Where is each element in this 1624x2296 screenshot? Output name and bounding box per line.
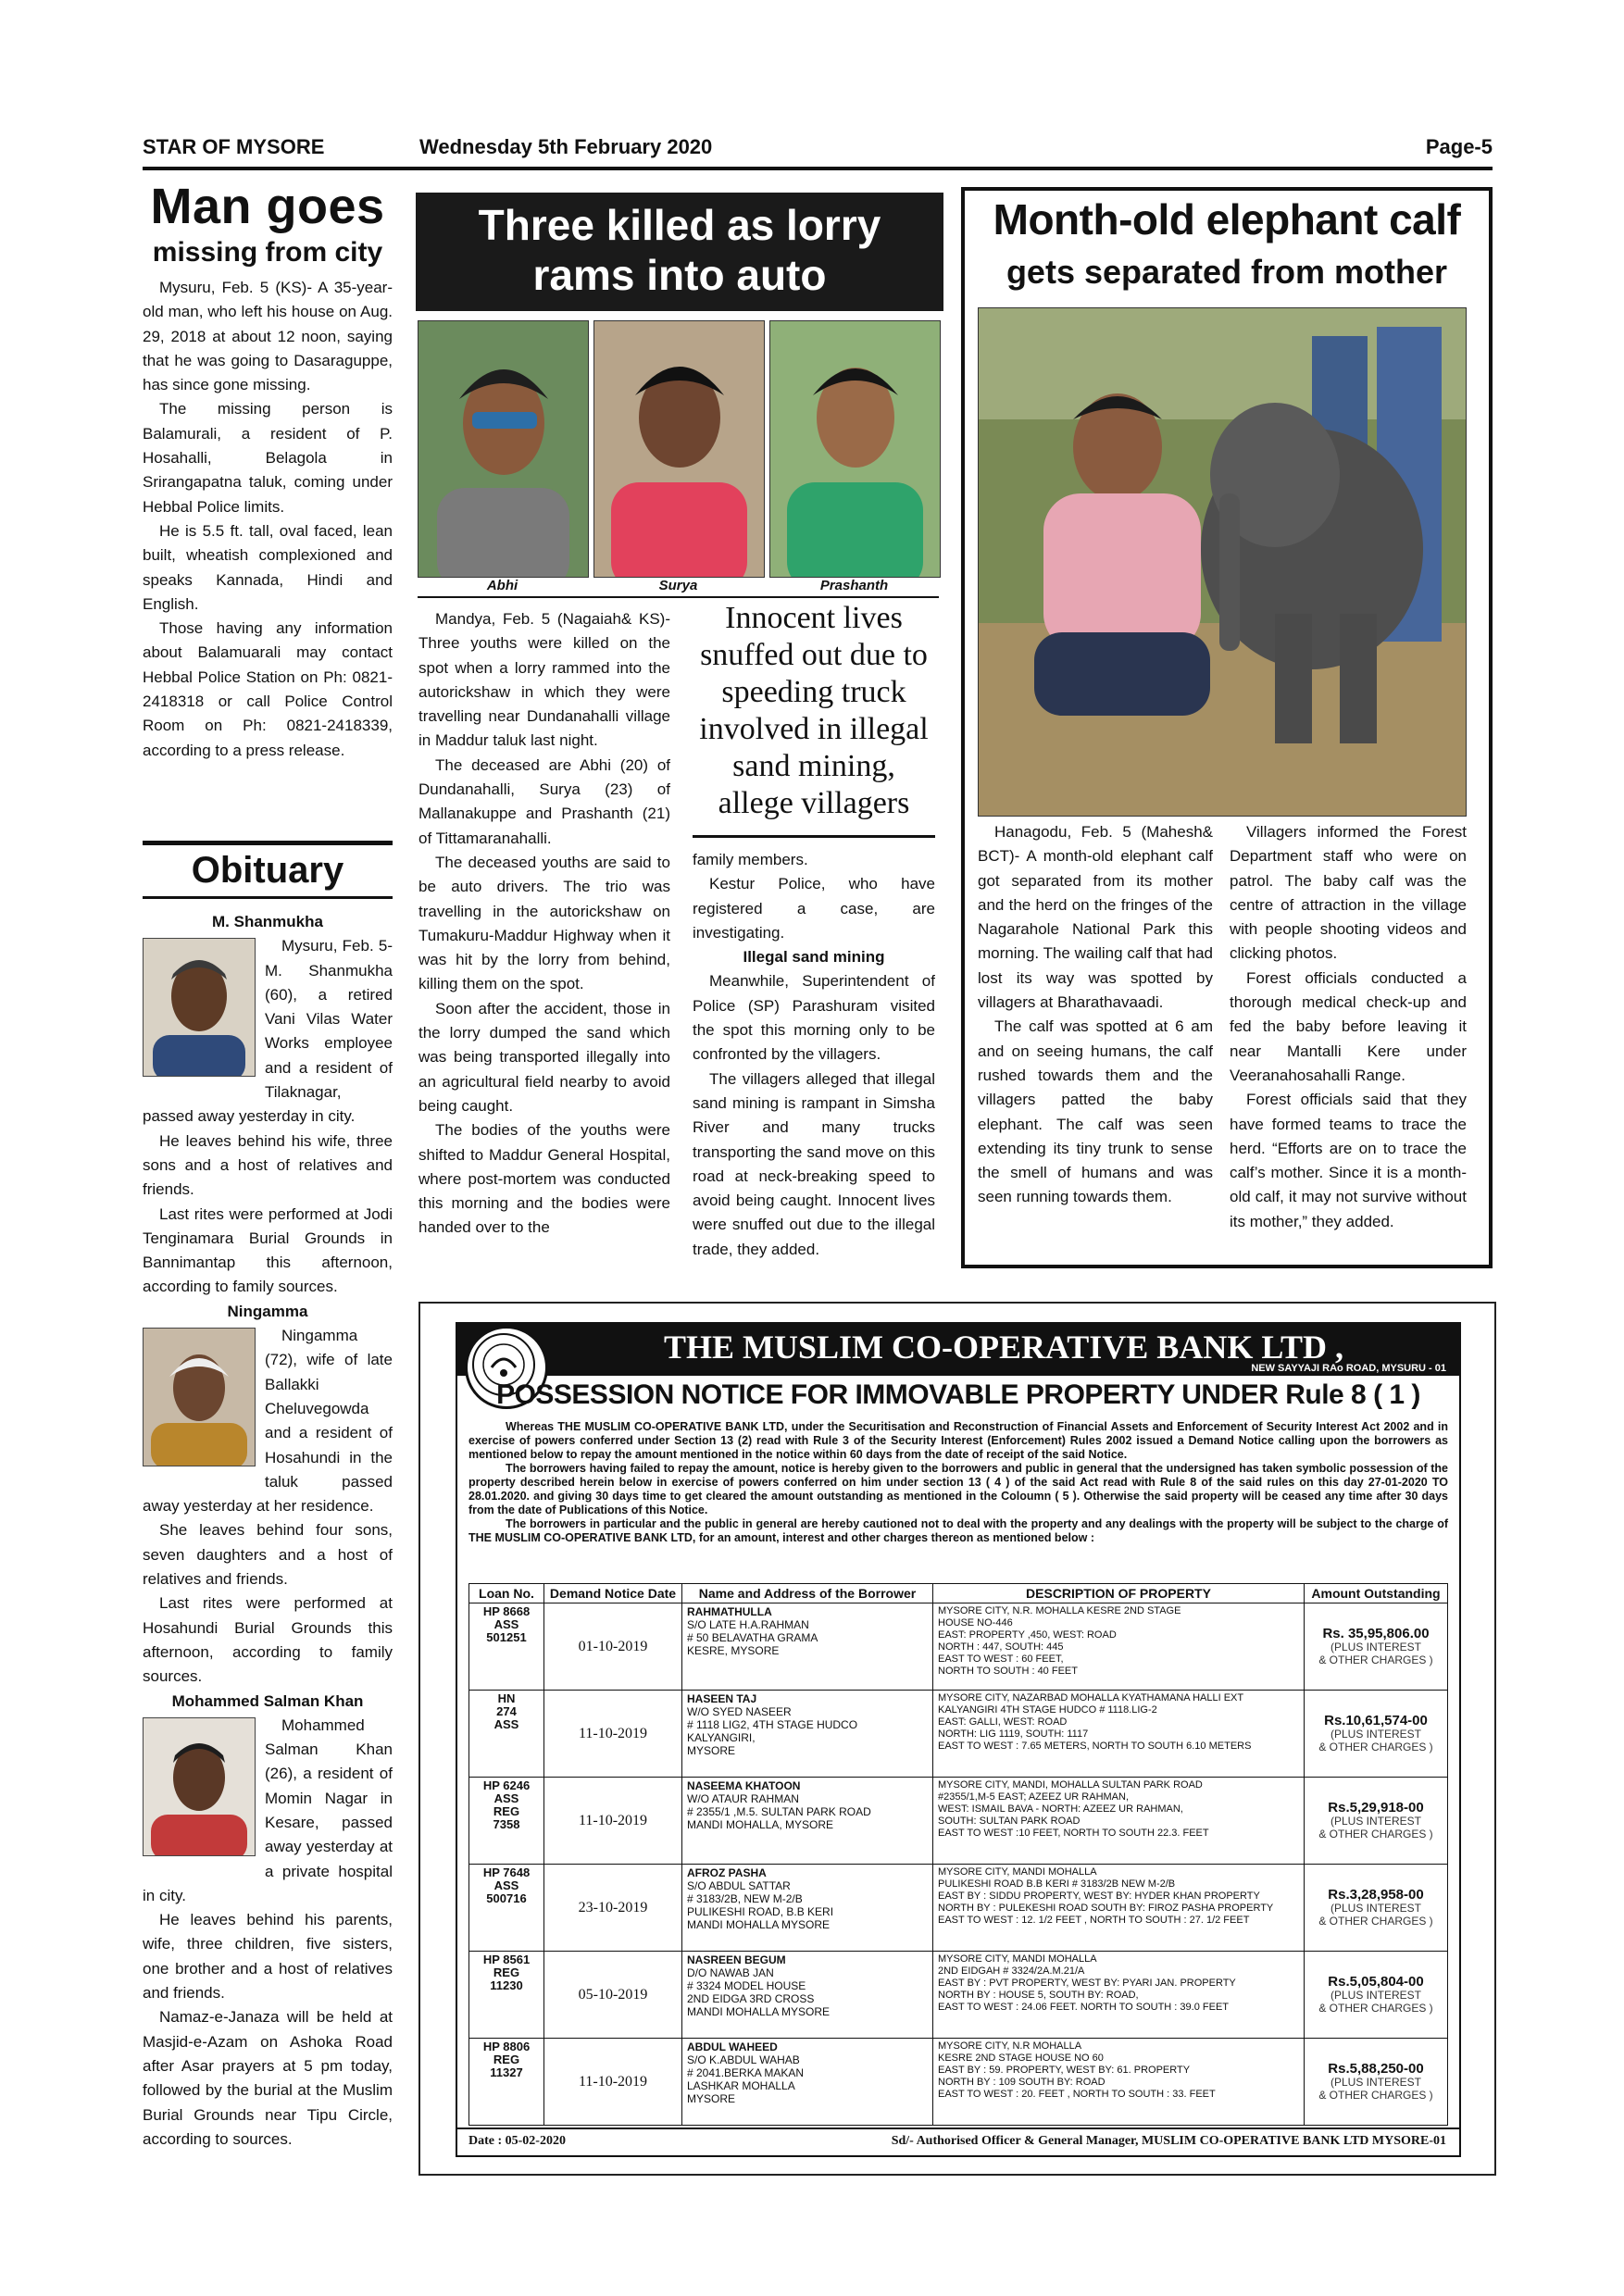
- obituary-section: [143, 852, 393, 2152]
- photo-surya: [593, 320, 765, 578]
- amount-value: Rs.3,28,958-00: [1328, 1886, 1424, 1903]
- paragraph: Villagers informed the Forest Department staff who were on patrol. The baby calf was the centre of attraction in the village with people shooting videos and clicking photos.: [1230, 823, 1467, 963]
- cell-line: HP 8668: [482, 1604, 531, 1618]
- masthead: [143, 133, 1493, 170]
- cell-line: MYSORE CITY, MANDI, MOHALLA SULTAN PARK ROAD: [938, 1779, 1203, 1791]
- cell-line: KALYANGIRI,: [687, 1731, 756, 1744]
- borrower-cell: [682, 1952, 933, 2039]
- amount-note: & OTHER CHARGES ): [1318, 1740, 1433, 1753]
- amount-cell: [1305, 1778, 1448, 1865]
- amount-note: (PLUS INTEREST: [1330, 1814, 1421, 1828]
- cell-line: HP 6246: [482, 1778, 531, 1792]
- paragraph: Hanagodu, Feb. 5 (Mahesh& BCT)- A month-old elephant calf got separated from its mother and the herd on the fringes of the Nagarahole National Park this morning. The wailing calf that had lost its way was spotted by villagers at Bharathavaadi.: [978, 823, 1213, 1012]
- cell-line: 501251: [486, 1630, 527, 1644]
- paragraph: Mohammed Salman Khan (26), a resident of Momin Nagar in Kesare, passed away yesterday at a private hospital in city.: [143, 1716, 393, 1904]
- amount-note: & OTHER CHARGES ): [1318, 1827, 1433, 1841]
- obituary-name: M. Shanmukha: [212, 913, 323, 930]
- divider: [143, 841, 393, 845]
- cell-line: # 3183/2B, NEW M-2/B: [687, 1892, 803, 1905]
- cell-line: EAST TO WEST : 7.65 METERS, NORTH TO SOUTH 6.10 METERS: [938, 1741, 1252, 1752]
- caption-prashanth: Prashanth: [819, 578, 889, 593]
- story-elephant-headline-1: Month-old elephant calf: [993, 195, 1461, 243]
- paragraph: Soon after the accident, those in the lorry dumped the sand which was being transported illegally into an agricultural field nearby to avoid being caught.: [418, 999, 670, 1115]
- cell-line: EAST: PROPERTY ,450, WEST: ROAD: [938, 1629, 1117, 1641]
- table-row: [469, 1691, 1448, 1778]
- cell-line: # 2355/1 ,M.5. SULTAN PARK ROAD: [687, 1805, 871, 1818]
- amount-value: Rs.10,61,574-00: [1324, 1712, 1428, 1728]
- photo-elephant-calf: [978, 307, 1467, 817]
- cell-line: EAST BY : PVT PROPERTY, WEST BY: PYARI JAN. PROPERTY: [938, 1978, 1236, 1989]
- issue-date: Wednesday 5th February 2020: [419, 135, 713, 158]
- cell-line: ASS: [493, 1878, 519, 1892]
- paper-name: STAR OF MYSORE: [143, 135, 325, 158]
- paragraph: family members.: [693, 851, 808, 868]
- amount-note: (PLUS INTEREST: [1330, 1988, 1421, 2002]
- story-elephant-col2: [1230, 820, 1467, 1234]
- cell-line: NORTH : 447, SOUTH: 445: [938, 1641, 1064, 1653]
- cell-line: S/O LATE H.A.RAHMAN: [687, 1618, 809, 1631]
- col-header: Amount Outstanding: [1305, 1584, 1448, 1603]
- cell-line: ASS: [493, 1717, 519, 1731]
- cell-line: 274: [496, 1704, 517, 1718]
- bank-address: NEW SAYYAJI RAo ROAD, MYSURU - 01: [1251, 1363, 1446, 1374]
- obituary-photo-ningamma: [143, 1328, 256, 1466]
- paragraph: He leaves behind his wife, three sons and a host of relatives and friends.: [143, 1131, 393, 1199]
- story-missing-body: [143, 276, 393, 763]
- cell-line: MANDI MOHALLA, MYSORE: [687, 1818, 834, 1831]
- cell-line: W/O SYED NASEER: [687, 1705, 792, 1718]
- property-table: [468, 1583, 1448, 2126]
- table-row: [469, 1865, 1448, 1952]
- ad-header: [457, 1324, 1459, 1376]
- cell-line: MYSORE CITY, N.R MOHALLA: [938, 2040, 1082, 2052]
- cell-line: # 2041.BERKA MAKAN: [687, 2066, 805, 2079]
- loan-number-cell: [469, 1865, 544, 1952]
- cell-line: 2ND EIDGA 3RD CROSS: [687, 1992, 815, 2005]
- amount-cell: [1305, 1603, 1448, 1691]
- demand-date-cell: 11-10-2019: [544, 1691, 682, 1778]
- loan-number-cell: [469, 1778, 544, 1865]
- loan-number-cell: [469, 1691, 544, 1778]
- paragraph: Mysuru, Feb. 5 (KS)- A 35-year-old man, who left his house on Aug. 29, 2018 at about 12 noon, saying that he was going to Dasaraguppe, has since gone missing.: [143, 279, 393, 394]
- property-cell: [933, 1603, 1305, 1691]
- amount-note: & OTHER CHARGES ): [1318, 2088, 1433, 2102]
- demand-date-cell: 01-10-2019: [544, 1603, 682, 1691]
- cell-line: SOUTH: SULTAN PARK ROAD: [938, 1816, 1081, 1827]
- cell-line: NASREEN BEGUM: [687, 1953, 786, 1966]
- divider: [418, 596, 939, 598]
- property-cell: [933, 1778, 1305, 1865]
- cell-line: EAST TO WEST : 20. FEET , NORTH TO SOUTH : 33. FEET: [938, 2089, 1216, 2100]
- cell-line: NORTH BY : HOUSE 5, SOUTH BY: ROAD,: [938, 1990, 1139, 2001]
- cell-line: EAST TO WEST :10 FEET, NORTH TO SOUTH 22.3. FEET: [938, 1828, 1209, 1839]
- cell-line: MYSORE: [687, 1744, 736, 1757]
- paragraph: The deceased are Abhi (20) of Dundanahalli, Surya (23) of Mallanakuppe and Prashanth (21) of Tittamaranahalli.: [418, 755, 670, 847]
- cell-line: D/O NAWAB JAN: [687, 1966, 774, 1979]
- cell-line: RAHMATHULLA: [687, 1605, 772, 1618]
- cell-line: 11230: [490, 1978, 523, 1992]
- amount-note: (PLUS INTEREST: [1330, 1727, 1421, 1741]
- notice-para-3: The borrowers in particular and the public in general are hereby cautioned not to deal with the property and any dealings with the property will be subject to the charge of THE MUSLIM CO-OPERATIVE BANK LTD, for an amount, interest and other charges thereon as mentioned below :: [468, 1517, 1448, 1544]
- loan-number-cell: [469, 1603, 544, 1691]
- cell-line: EAST TO WEST : 12. 1/2 FEET , NORTH TO SOUTH : 27. 1/2 FEET: [938, 1915, 1250, 1926]
- property-cell: [933, 1952, 1305, 2039]
- cell-line: 2ND EIDGAH # 3324/2A.M.21/A: [938, 1965, 1085, 1977]
- table-row: [469, 1603, 1448, 1691]
- amount-note: & OTHER CHARGES ): [1318, 2001, 1433, 2015]
- cell-line: 7358: [493, 1817, 520, 1831]
- cell-line: MYSORE CITY, N.R. MOHALLA KESRE 2ND STAGE: [938, 1605, 1181, 1616]
- paragraph: Namaz-e-Janaza will be held at Masjid-e-Azam on Ashoka Road after Asar prayers at 5 pm today, followed by the burial at the Muslim Burial Grounds near Tipu Circle, according to sources.: [143, 2008, 393, 2148]
- cell-line: EAST: GALLI, WEST: ROAD: [938, 1716, 1068, 1728]
- borrower-cell: [682, 2039, 933, 2126]
- paragraph: Forest officials said that they have formed teams to trace the herd. “Efforts are on to trace the calf’s mother. Since it is a month-old calf, it may not survive without its mother,” they added.: [1230, 1091, 1467, 1230]
- cell-line: HOUSE NO-446: [938, 1617, 1013, 1628]
- table-row: [469, 2039, 1448, 2126]
- cell-line: REG: [493, 1965, 520, 1979]
- cell-line: PULIKESHI ROAD B.B KERI # 3183/2B NEW M-2/B: [938, 1878, 1176, 1890]
- paragraph: The calf was spotted at 6 am and on seeing humans, the calf rushed towards them and the villagers patted the baby elephant. The calf was seen extending its tiny trunk to sense the smell of humans and was seen running towards them.: [978, 1017, 1213, 1206]
- amount-value: Rs.5,05,804-00: [1328, 1973, 1424, 1990]
- amount-note: (PLUS INTEREST: [1330, 1640, 1421, 1653]
- paragraph: Kestur Police, who have registered a case, are investigating.: [693, 875, 935, 942]
- story-lorry-headline-2: rams into auto: [532, 251, 827, 299]
- cell-line: HP 8806: [482, 2040, 531, 2053]
- cell-line: AFROZ PASHA: [687, 1866, 767, 1879]
- paragraph: The deceased youths are said to be auto drivers. The trio was travelling in the autorickshaw on Tumakuru-Maddur Highway when it was hit by the lorry from behind, killing them on the spot.: [418, 853, 670, 993]
- cell-line: WEST: ISMAIL BAVA - NORTH: AZEEZ UR RAHMAN,: [938, 1803, 1183, 1815]
- cell-line: MYSORE: [687, 2092, 736, 2105]
- story-missing-man: [143, 181, 393, 763]
- bank-possession-notice-ad: [418, 1302, 1496, 2176]
- obituary-name: Mohammed Salman Khan: [171, 1691, 364, 1710]
- obituary-heading: Obituary: [143, 852, 393, 899]
- col-header: Demand Notice Date: [544, 1584, 682, 1603]
- property-cell: [933, 1865, 1305, 1952]
- divider: [693, 835, 935, 838]
- borrower-cell: [682, 1603, 933, 1691]
- cell-line: LASHKAR MOHALLA: [687, 2079, 795, 2092]
- cell-line: #2355/1,M-5 EAST; AZEEZ UR RAHMAN,: [938, 1791, 1130, 1803]
- photo-prashanth: [769, 320, 941, 578]
- cell-line: NORTH: LIG 1119, SOUTH: 1117: [938, 1728, 1089, 1740]
- cell-line: EAST BY : 59. PROPERTY, WEST BY: 61. PROPERTY: [938, 2065, 1191, 2076]
- cell-line: KESRE, MYSORE: [687, 1644, 780, 1657]
- amount-note: & OTHER CHARGES ): [1318, 1914, 1433, 1928]
- amount-note: (PLUS INTEREST: [1330, 1901, 1421, 1915]
- cell-line: PULIKESHI ROAD, B.B KERI: [687, 1905, 834, 1918]
- borrower-cell: [682, 1865, 933, 1952]
- cell-line: REG: [493, 1804, 520, 1818]
- cell-line: W/O ATAUR RAHMAN: [687, 1792, 799, 1805]
- cell-line: S/O ABDUL SATTAR: [687, 1879, 791, 1892]
- table-row: [469, 1952, 1448, 2039]
- cell-line: ABDUL WAHEED: [687, 2040, 778, 2053]
- caption-abhi: Abhi: [486, 578, 518, 593]
- obituary-body: [143, 910, 393, 2152]
- story-lorry-subhead: Illegal sand mining: [743, 948, 885, 967]
- col-header: Loan No.: [469, 1584, 544, 1603]
- col-header: DESCRIPTION OF PROPERTY: [933, 1584, 1305, 1603]
- caption-surya: Surya: [658, 578, 698, 593]
- cell-line: NORTH TO SOUTH : 40 FEET: [938, 1666, 1078, 1677]
- cell-line: 500716: [486, 1891, 527, 1905]
- cell-line: EAST TO WEST : 60 FEET,: [938, 1653, 1064, 1665]
- table-row: [469, 1778, 1448, 1865]
- cell-line: MANDI MOHALLA MYSORE: [687, 1918, 831, 1931]
- paragraph: Last rites were performed at Hosahundi Burial Grounds this afternoon, according to family sources.: [143, 1594, 393, 1686]
- notice-title: POSSESSION NOTICE FOR IMMOVABLE PROPERTY UNDER Rule 8 ( 1 ): [496, 1379, 1420, 1410]
- loan-number-cell: [469, 2039, 544, 2126]
- borrower-cell: [682, 1691, 933, 1778]
- loan-number-cell: [469, 1952, 544, 2039]
- cell-line: # 50 BELAVATHA GRAMA: [687, 1631, 818, 1644]
- cell-line: HN: [497, 1691, 516, 1705]
- cell-line: MYSORE CITY, NAZARBAD MOHALLA KYATHAMANA HALLI EXT: [938, 1692, 1244, 1703]
- demand-date-cell: 23-10-2019: [544, 1865, 682, 1952]
- cell-line: 11327: [490, 2065, 523, 2079]
- paragraph: The missing person is Balamurali, a resident of P. Hosahalli, Belagola in Srirangapatna taluk, coming under Hebbal Police limits.: [143, 400, 393, 516]
- amount-value: Rs. 35,95,806.00: [1322, 1625, 1430, 1641]
- ad-footer: [457, 2128, 1459, 2155]
- amount-note: & OTHER CHARGES ): [1318, 1653, 1433, 1666]
- cell-line: NORTH BY : PULEKESHI ROAD SOUTH BY: FIROZ PASHA PROPERTY: [938, 1903, 1274, 1914]
- ad-frame: [456, 1322, 1461, 2157]
- demand-date-cell: 05-10-2019: [544, 1952, 682, 2039]
- cell-line: KESRE 2ND STAGE HOUSE NO 60: [938, 2053, 1104, 2064]
- cell-line: NASEEMA KHATOON: [687, 1779, 801, 1792]
- notice-date: Date : 05-02-2020: [468, 2134, 566, 2148]
- obituary-name: Ningamma: [227, 1302, 308, 1320]
- property-cell: [933, 1691, 1305, 1778]
- amount-value: Rs.5,88,250-00: [1328, 2060, 1424, 2077]
- demand-date-cell: 11-10-2019: [544, 2039, 682, 2126]
- paragraph: He leaves behind his parents, wife, three children, five sisters, one brother and a host of relatives and friends.: [143, 1911, 393, 2003]
- cell-line: ASS: [493, 1617, 519, 1631]
- story-missing-subhead: missing from city: [152, 237, 383, 268]
- property-cell: [933, 2039, 1305, 2126]
- amount-cell: [1305, 2039, 1448, 2126]
- cell-line: NORTH BY : 109 SOUTH BY: ROAD: [938, 2077, 1106, 2088]
- paragraph: The villagers alleged that illegal sand mining is rampant in Simsha River and many trucks transporting the sand move on this road at neck-breaking speed to avoid being caught. Innocent lives were snuffed out due to the illegal trade, they added.: [693, 1069, 935, 1258]
- pull-quote: Innocent lives snuffed out due to speeding truck involved in illegal sand mining, allege villagers: [699, 601, 929, 820]
- paragraph: He is 5.5 ft. tall, oval faced, lean built, wheatish complexioned and speaks Kannada, Hindi and English.: [143, 521, 393, 613]
- bank-name: THE MUSLIM CO-OPERATIVE BANK LTD ,: [663, 1329, 1344, 1366]
- cell-line: MANDI MOHALLA MYSORE: [687, 2005, 831, 2018]
- photo-abhi: [418, 320, 589, 578]
- amount-cell: [1305, 1865, 1448, 1952]
- story-elephant-col1: [978, 820, 1213, 1210]
- cell-line: HP 8561: [482, 1953, 531, 1966]
- cell-line: MYSORE CITY, MANDI MOHALLA: [938, 1866, 1097, 1878]
- cell-line: S/O K.ABDUL WAHAB: [687, 2053, 800, 2066]
- paragraph: Mysuru, Feb. 5- M. Shanmukha (60), a retired Vani Vilas Water Works employee and a resident of Tilaknagar, passed away yesterday in city.: [143, 937, 393, 1126]
- amount-cell: [1305, 1691, 1448, 1778]
- col-header: Name and Address of the Borrower: [682, 1584, 933, 1603]
- notice-para-1: Whereas THE MUSLIM CO-OPERATIVE BANK LTD, under the Securitisation and Reconstruction of Financial Assets and Enforcement of Security Interest Act 2002 and in exercise of powers conferred under Section 13 (2) read with Rule 3 of the Security Interest (Enforcement) Rules 2002 issued a Demand Notice calling upon the borrowers as mentioned below to repay the amount mentioned in the notice within 60 days from the date of receipt of the said Notice.: [468, 1420, 1448, 1461]
- paragraph: Ningamma (72), wife of late Ballakki Cheluvegowda and a resident of Hosahundi in the taluk passed away yesterday at her residence.: [143, 1327, 393, 1516]
- table-header-row: [469, 1584, 1448, 1603]
- story-lorry-headline-1: Three killed as lorry: [478, 201, 881, 249]
- story-lorry-col2: [693, 848, 935, 1262]
- cell-line: MYSORE CITY, MANDI MOHALLA: [938, 1953, 1097, 1965]
- paragraph: Meanwhile, Superintendent of Police (SP) Parashuram visited the spot this morning only to be confronted by the villagers.: [693, 972, 935, 1064]
- paragraph: She leaves behind four sons, seven daughters and a host of relatives and friends.: [143, 1521, 393, 1589]
- cell-line: EAST BY : SIDDU PROPERTY, WEST BY: HYDER KHAN PROPERTY: [938, 1890, 1260, 1902]
- cell-line: KALYANGIRI 4TH STAGE HUDCO # 1118.LIG-2: [938, 1704, 1157, 1716]
- cell-line: REG: [493, 2053, 520, 2066]
- notice-signature: Sd/- Authorised Officer & General Manager, MUSLIM CO-OPERATIVE BANK LTD MYSORE-01: [891, 2134, 1446, 2148]
- borrower-cell: [682, 1778, 933, 1865]
- cell-line: ASS: [493, 1791, 519, 1805]
- cell-line: EAST TO WEST : 24.06 FEET. NORTH TO SOUTH : 39.0 FEET: [938, 2002, 1229, 2013]
- page-number: Page-5: [1425, 135, 1493, 158]
- demand-date-cell: 11-10-2019: [544, 1778, 682, 1865]
- story-lorry-headline-box: [416, 193, 943, 311]
- amount-value: Rs.5,29,918-00: [1328, 1799, 1424, 1816]
- cell-line: HP 7648: [482, 1866, 531, 1879]
- amount-note: (PLUS INTEREST: [1330, 2075, 1421, 2089]
- cell-line: # 1118 LIG2, 4TH STAGE HUDCO: [687, 1718, 858, 1731]
- paragraph: Last rites were performed at Jodi Tenginamara Burial Grounds in Bannimantap this afternoon, according to family sources.: [143, 1204, 393, 1296]
- obituary-photo-shanmukha: [143, 938, 256, 1077]
- paragraph: Mandya, Feb. 5 (Nagaiah& KS)- Three youths were killed on the spot when a lorry rammed into the autorickshaw in which they were travelling near Dundanahalli village in Maddur taluk last night.: [418, 610, 670, 750]
- story-missing-headline: Man goes: [150, 179, 385, 234]
- notice-para-2: The borrowers having failed to repay the amount, notice is hereby given to the borrowers and public in general that the undersigned has taken symbolic possession of the property described herein below in exercise of powers conferred on him under section 13 ( 4 ) of the said Act read with Rule 8 of the said rules on this day 27-01-2020 TO 28.01.2020. and giving 30 days time to get cleared the amount outstanding as mentioned in the Coloumn ( 5 ). Otherwise the said property will be ceased any time after 30 days from the date of Publications of this Notice.: [468, 1462, 1448, 1516]
- obituary-photo-salman-khan: [143, 1717, 256, 1856]
- paragraph: The bodies of the youths were shifted to Maddur General Hospital, where post-mortem was conducted this morning and the bodies were handed over to the: [418, 1121, 670, 1237]
- story-elephant-headline-2: gets separated from mother: [1006, 253, 1448, 291]
- paragraph: Forest officials conducted a thorough medical check-up and fed the baby before leaving it near Mantalli Kere under Veeranahosahalli Range.: [1230, 968, 1467, 1084]
- cell-line: HASEEN TAJ: [687, 1692, 757, 1705]
- amount-cell: [1305, 1952, 1448, 2039]
- notice-paragraphs: [468, 1420, 1448, 1545]
- cell-line: # 3324 MODEL HOUSE: [687, 1979, 806, 1992]
- story-lorry-col1: [418, 607, 670, 1241]
- paragraph: Those having any information about Balamuarali may contact Hebbal Police Station on Ph: 0821-2418318 or call Police Control Room on Ph: 0821-2418339, according to a press release.: [143, 619, 393, 759]
